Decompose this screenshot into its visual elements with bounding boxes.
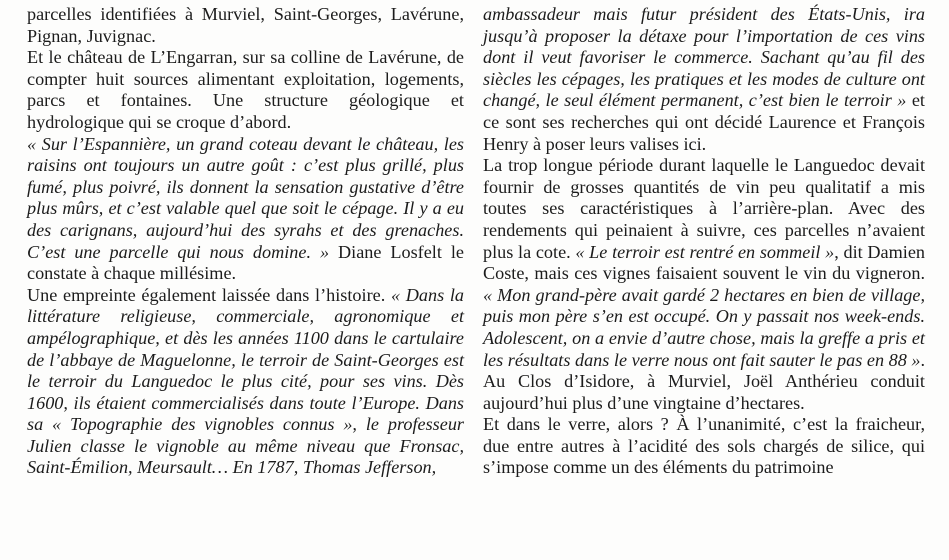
paragraph-espanniere — [27, 134, 464, 285]
quote-coste-2: « Mon grand-père avait gardé 2 hectares en bien de village, puis mon père s’en est occupé. On y passait nos week-ends. Adolescent, on a envie d’autre chose, mais la greffe a pris et les résultats dans le verre nous ont fait sauter le pas en 88 » — [483, 284, 925, 370]
quote-jefferson: ambassadeur mais futur président des États-Unis, ira jusqu’à proposer la détaxe pour l’importation de ces vins dont il veut favoriser le commerce. Sachant qu’au fil des siècles les cépages, les pratiques et les modes de culture ont changé, le seul élément permanent, c’est bien le terroir » — [483, 4, 925, 111]
paragraph-jefferson — [483, 4, 925, 155]
paragraph-text: et ce sont ses recherches qui ont décidé Laurence et François Henry à poser leurs valises ici. — [483, 90, 925, 154]
paragraph-parcelles — [27, 4, 464, 47]
quote-coste-1: « Le terroir est rentré en sommeil » — [575, 241, 835, 262]
quote-histoire: « Dans la littérature religieuse, commerciale, agronomique et ampélographique, et dès les années 1100 dans le cartulaire de l’abbaye de Maguelonne, le terroir de Saint-Georges est le terroir du Languedoc le plus cité, pour ses vins. Dès 1600, ils étaient commercialisés dans toute l’Europe. Dans sa « Topographie des vignobles connus », le professeur Julien classe le vignoble au même niveau que Fronsac, Saint-Émilion, Meursault… En 1787, Thomas Jefferson, — [27, 284, 465, 478]
paragraph-text: Et dans le verre, alors ? À l’unanimité, c’est la fraicheur, due entre autres à l’acidité des sols chargés de silice, qui s’impose comme un des éléments du patrimoine — [483, 414, 925, 478]
paragraph-text: Une empreinte également laissée dans l’histoire. — [27, 284, 391, 305]
paragraph-verre — [483, 414, 925, 479]
left-column — [27, 4, 464, 479]
paragraph-engarran — [27, 47, 464, 133]
paragraph-text: La trop longue période durant laquelle le Languedoc devait fournir de grosses quantités de vin peu qualitatif a mis toutes ses caractéristiques à l’arrière-plan. Avec des rendements qui peinaient à suivre, ces parcelles n’avaient plus la cote. — [483, 155, 925, 262]
paragraph-text: parcelles identifiées à Murviel, Saint-Georges, Lavérune, Pignan, Juvignac. — [27, 4, 464, 46]
paragraph-histoire — [27, 285, 464, 479]
quote-losfelt: « Sur l’Espannière, un grand coteau devant le château, les raisins ont toujours un autre goût : c’est plus grillé, plus fumé, plus poivré, ils donnent la sensation gustative d’être plus mûrs, et c’est valable quel que soit le cépage. Il y a eu des carignans, aujourd’hui des syrahs et des grenaches. C’est une parcelle qui nous domine. » — [27, 133, 464, 262]
paragraph-text: Et le château de L’Engarran, sur sa colline de Lavérune, de compter huit sources alimentant exploitation, logements, parcs et fontaines. Une structure géologique et hydrologique qui se croque d’abord. — [27, 47, 464, 132]
paragraph-text: , dit Damien Coste, mais ces vignes faisaient souvent le vin du vigneron. — [483, 241, 925, 284]
paragraph-text: Diane Losfelt le constate à chaque millésime. — [27, 241, 464, 284]
right-column — [483, 4, 925, 479]
paragraph-text: . Au Clos d’Isidore, à Murviel, Joël Anthérieu conduit aujourd’hui plus d’une vingtaine d’hectares. — [483, 349, 925, 413]
paragraph-languedoc — [483, 155, 925, 414]
